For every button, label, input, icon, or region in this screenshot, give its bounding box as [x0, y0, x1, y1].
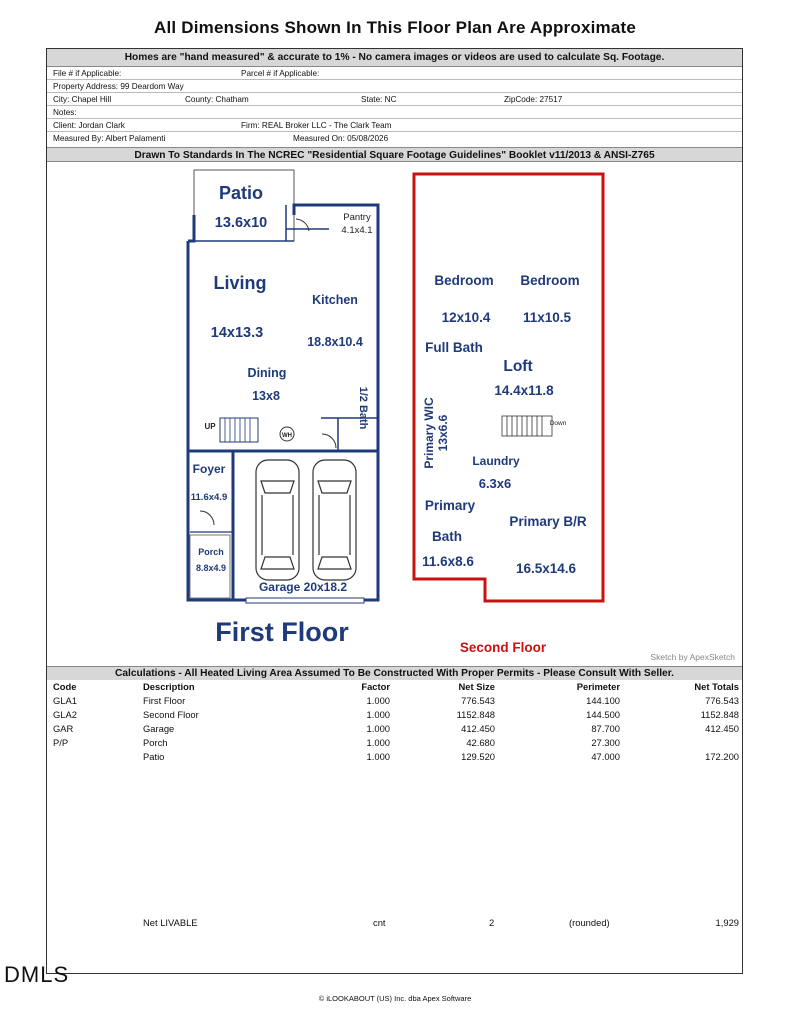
half-bath-label: 1/2 Bath — [357, 386, 369, 430]
primary-wic-label: Primary WIC — [422, 397, 436, 469]
cell-net-total: 412.450 — [705, 723, 739, 734]
col-description: Description — [143, 681, 195, 692]
cell-perimeter: 27.300 — [591, 737, 620, 748]
bedroom-1-dimensions: 12x10.4 — [441, 310, 491, 325]
cell-factor: 1.000 — [366, 695, 390, 706]
cell-description: Porch — [143, 737, 168, 748]
porch-label: Porch — [198, 547, 224, 557]
parcel-number: Parcel # if Applicable: — [241, 69, 320, 78]
zip-code: ZipCode: 27517 — [504, 95, 563, 104]
primary-bath-dimensions: 11.6x8.6 — [422, 554, 474, 569]
cell-perimeter: 144.100 — [586, 695, 620, 706]
cell-net-size: 776.543 — [461, 695, 495, 706]
client: Client: Jordan Clark — [53, 121, 125, 130]
bedroom-2-label: Bedroom — [520, 273, 580, 288]
primary-bath-label-line2: Bath — [432, 529, 462, 544]
property-address: Property Address: 99 Deardom Way — [53, 82, 184, 91]
cell-net-size: 129.520 — [461, 751, 495, 762]
cell-factor: 1.000 — [366, 709, 390, 720]
col-factor: Factor — [361, 681, 390, 692]
cell-factor: 1.000 — [366, 751, 390, 762]
firm: Firm: REAL Broker LLC - The Clark Team — [241, 121, 392, 130]
down-stair — [502, 416, 552, 436]
dining-label: Dining — [247, 366, 287, 380]
cell-perimeter: 47.000 — [591, 751, 620, 762]
bedroom-2-dimensions: 11x10.5 — [522, 310, 572, 325]
down-label: Down — [549, 420, 567, 427]
second-floor-title: Second Floor — [459, 640, 547, 655]
page-title: All Dimensions Shown In This Floor Plan Are Approximate — [153, 18, 637, 37]
city: City: Chapel Hill — [53, 95, 112, 104]
cell-perimeter: 144.500 — [586, 709, 620, 720]
col-code: Code — [53, 681, 77, 692]
bedroom-1-label: Bedroom — [434, 273, 494, 288]
pantry-dimensions: 4.1x4.1 — [341, 225, 373, 236]
cell-description: Garage — [143, 723, 175, 734]
notes: Notes: — [53, 108, 77, 117]
state: State: NC — [361, 95, 397, 104]
up-label: UP — [204, 422, 216, 431]
sketch-credit: Sketch by ApexSketch — [650, 652, 735, 662]
net-livable-rounded: (rounded) — [569, 917, 610, 928]
living-label: Living — [213, 273, 267, 293]
primary-wic-dimensions: 13x6.6 — [436, 414, 450, 452]
cell-factor: 1.000 — [366, 723, 390, 734]
primary-bedroom-dimensions: 16.5x14.6 — [515, 561, 577, 576]
col-perimeter: Perimeter — [576, 681, 620, 692]
cell-net-total: 1152.848 — [700, 709, 739, 720]
living-dimensions: 14x13.3 — [210, 325, 264, 341]
cell-net-total: 172.200 — [705, 751, 739, 762]
laundry-dimensions: 6.3x6 — [478, 476, 512, 491]
copyright-notice: © iLOOKABOUT (US) Inc. dba Apex Software — [318, 994, 472, 1003]
cell-description: Patio — [143, 751, 165, 762]
garage-label: Garage 20x18.2 — [258, 580, 348, 594]
cell-factor: 1.000 — [366, 737, 390, 748]
watermark-logo: DMLS — [4, 962, 70, 987]
porch-dimensions: 8.8x4.9 — [195, 563, 227, 573]
cell-net-size: 42.680 — [466, 737, 495, 748]
col-net-totals: Net Totals — [694, 681, 739, 692]
full-bath-label: Full Bath — [425, 340, 483, 355]
cell-description: First Floor — [143, 695, 186, 706]
dining-dimensions: 13x8 — [252, 389, 280, 403]
col-net-size: Net Size — [458, 681, 495, 692]
cell-code: GAR — [53, 723, 74, 734]
accuracy-notice: Homes are "hand measured" & accurate to 1% - No camera images or videos are used to calculate Sq. Footage. — [47, 49, 742, 67]
standards-banner: Drawn To Standards In The NCREC "Residential Square Footage Guidelines" Booklet v11/2013 & ANSI-Z765 — [47, 147, 742, 162]
primary-bedroom-label: Primary B/R — [509, 514, 587, 529]
foyer-label: Foyer — [192, 462, 226, 476]
cell-perimeter: 87.700 — [591, 723, 620, 734]
pantry-label: Pantry — [343, 212, 371, 223]
patio-label: Patio — [218, 183, 264, 203]
kitchen-label: Kitchen — [312, 293, 358, 307]
net-livable-label: Net LIVABLE — [143, 917, 198, 928]
measured-on: Measured On: 05/08/2026 — [293, 134, 389, 143]
kitchen-dimensions: 18.8x10.4 — [307, 335, 363, 349]
net-livable-count: 2 — [489, 917, 495, 928]
cell-code: GLA2 — [53, 709, 77, 720]
cell-net-size: 1152.848 — [456, 709, 495, 720]
net-livable-unit: cnt — [373, 917, 386, 928]
loft-dimensions: 14.4x11.8 — [494, 383, 554, 398]
cell-description: Second Floor — [143, 709, 199, 720]
water-heater-label: WH — [282, 433, 292, 439]
first-floor-title: First Floor — [215, 617, 349, 647]
measured-by: Measured By: Albert Palamenti — [53, 134, 166, 143]
primary-bath-label-line1: Primary — [424, 498, 476, 513]
loft-label: Loft — [503, 358, 533, 375]
foyer-dimensions: 11.6x4.9 — [190, 492, 228, 503]
calculations-heading: Calculations - All Heated Living Area Assumed To Be Constructed With Proper Permits - Please Consult With Seller. — [47, 666, 742, 680]
cell-code: P/P — [53, 737, 69, 748]
report-frame — [46, 48, 743, 974]
patio-dimensions: 13.6x10 — [214, 215, 268, 231]
laundry-label: Laundry — [472, 454, 520, 468]
net-livable-total: 1,929 — [715, 917, 739, 928]
county: County: Chatham — [185, 95, 249, 104]
cell-net-size: 412.450 — [461, 723, 495, 734]
cell-net-total: 776.543 — [705, 695, 739, 706]
cell-code: GLA1 — [53, 695, 77, 706]
file-number: File # if Applicable: — [53, 69, 122, 78]
floor-plan-drawing — [47, 49, 744, 666]
